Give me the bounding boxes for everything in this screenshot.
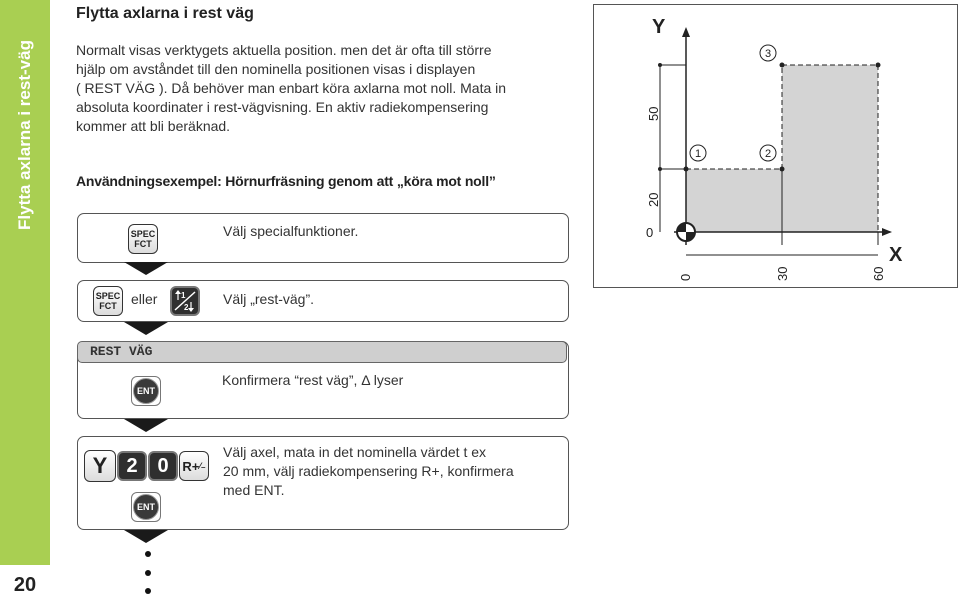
corner-dot — [780, 63, 785, 68]
step2-box — [77, 280, 569, 322]
continuation-dot — [145, 551, 151, 557]
x-tick-label: 30 — [775, 266, 790, 281]
spec-fct-key-line1: SPEC — [95, 291, 121, 301]
tool-origin-quadrant — [677, 223, 686, 232]
step3-text: Konfirmera “rest väg”, Δ lyser — [222, 372, 404, 388]
or-label: eller — [131, 291, 158, 307]
x-axis-arrow-icon — [882, 228, 892, 236]
toggle-key-top: 1 — [181, 291, 186, 300]
page-number: 20 — [13, 574, 37, 596]
axis-y-key-label: Y — [92, 453, 108, 478]
x-tick-label: 0 — [678, 273, 693, 281]
corner-dot — [684, 167, 689, 172]
step1-box — [77, 213, 569, 263]
y-axis-arrow-icon — [682, 27, 690, 37]
corner-dot — [780, 167, 785, 172]
coordinate-diagram — [594, 5, 957, 287]
step4-text-line: 20 mm, välj radiekompensering R+, konfirmera — [223, 463, 514, 479]
tool-origin-quadrant — [686, 232, 695, 241]
y-tick-label: 50 — [646, 106, 661, 121]
radius-comp-key-label: R+ — [182, 458, 200, 474]
radius-comp-key-sign: ⁄₋ — [199, 460, 206, 471]
display-readout: REST VÄG — [77, 341, 567, 363]
ent-key-face: ENT — [133, 378, 159, 404]
intro-line: hjälp om avståndet till den nominella positionen visas i displayen — [76, 61, 476, 77]
intro-line: absoluta koordinater i rest-vägvisning. En aktiv radiekompensering — [76, 99, 489, 115]
ent-key[interactable] — [131, 492, 161, 522]
point-label: 2 — [764, 148, 772, 160]
section-title: Flytta axlarna i rest väg — [76, 5, 254, 22]
step-arrow-icon — [124, 262, 168, 275]
intro-line: Normalt visas verktygets aktuella position. men det är ofta till större — [76, 42, 492, 58]
dim-dot — [658, 63, 662, 67]
corner-milling-diagram — [593, 4, 958, 288]
dim-dot — [658, 167, 662, 171]
step-arrow-icon — [124, 419, 168, 432]
intro-paragraph — [76, 41, 576, 136]
corner-dot — [876, 63, 881, 68]
sidebar — [0, 0, 50, 565]
step2-text: Välj „rest-väg”. — [223, 291, 315, 307]
y-tick-label: 0 — [646, 225, 654, 240]
step1-text: Välj specialfunktioner. — [223, 223, 359, 239]
spec-fct-key-line1: SPEC — [130, 229, 156, 239]
intro-line: ( REST VÄG ). Då behöver man enbart köra axlarna mot noll. Mata in — [76, 80, 507, 96]
continuation-dot — [145, 588, 151, 594]
step4-text-line: Välj axel, mata in det nominella värdet t ex — [223, 444, 487, 460]
ent-key[interactable] — [131, 376, 161, 406]
point-label: 3 — [764, 48, 772, 60]
step4-text — [223, 443, 514, 500]
ent-key-face: ENT — [133, 494, 159, 520]
digit-key-2-label: 2 — [126, 454, 138, 477]
digit-key-2[interactable] — [117, 451, 147, 481]
x-tick-label: 60 — [871, 266, 886, 281]
toggle-key[interactable] — [170, 286, 200, 316]
digit-key-0-label: 0 — [157, 454, 169, 477]
sidebar-title: Flytta axlarna i rest-väg — [15, 40, 34, 230]
step4-text-line: med ENT. — [223, 482, 285, 498]
step-arrow-icon — [124, 322, 168, 335]
radius-comp-key[interactable] — [179, 451, 209, 481]
axis-y-key[interactable] — [84, 450, 116, 482]
step-arrow-icon — [124, 530, 168, 543]
x-axis-label: X — [889, 244, 903, 266]
spec-fct-key-line2: FCT — [99, 301, 117, 311]
y-tick-label: 20 — [646, 192, 661, 207]
continuation-dot — [145, 570, 151, 576]
intro-line: kommer att bli beräknad. — [76, 118, 231, 134]
toggle-arrows-icon — [172, 288, 198, 314]
y-axis-label: Y — [652, 16, 666, 38]
spec-fct-key[interactable] — [128, 224, 158, 254]
toggle-key-bottom: 2 — [184, 303, 189, 312]
digit-key-0[interactable] — [148, 451, 178, 481]
spec-fct-key-line2: FCT — [134, 239, 152, 249]
example-title: Användningsexempel: Hörnurfräsning genom att „köra mot noll” — [76, 173, 496, 189]
point-label: 1 — [694, 148, 702, 160]
spec-fct-key[interactable] — [93, 286, 123, 316]
